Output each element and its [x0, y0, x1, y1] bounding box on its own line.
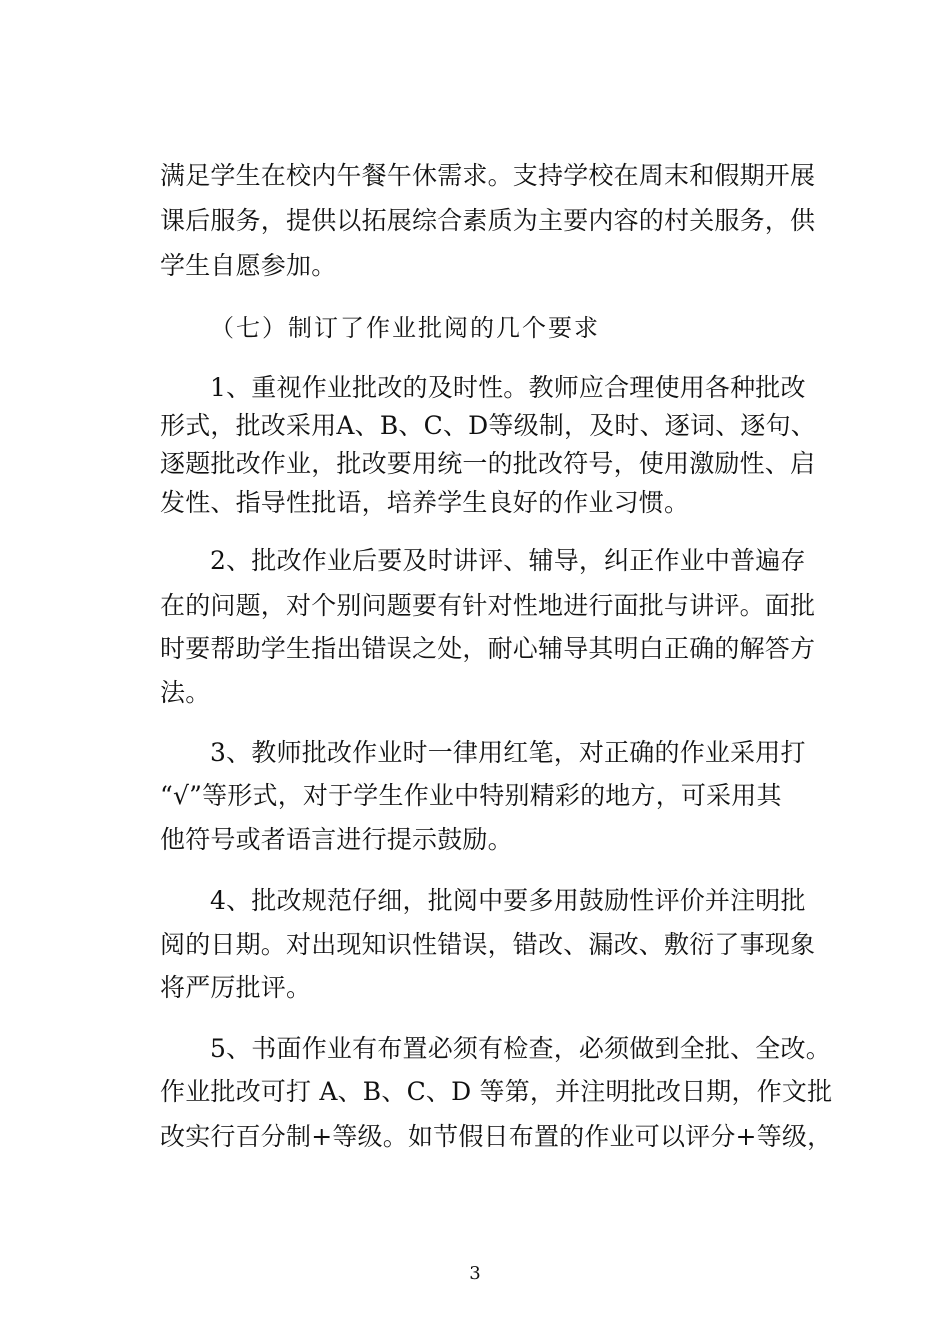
item-4-line-1: 4、批改规范仔细，批阅中要多用鼓励性评价并注明批	[210, 886, 806, 915]
page-number: 3	[469, 1263, 481, 1284]
item-2-line-1: 2、批改作业后要及时讲评、辅导，纠正作业中普遍存	[210, 546, 806, 575]
item-1-line-3: 逐题批改作业，批改要用统一的批改符号，使用激励性、启	[160, 449, 816, 478]
item-1-line-4: 发性、指导性批语，培养学生良好的作业习惯。	[160, 488, 690, 517]
item-2-line-4: 法。	[160, 678, 211, 707]
item-5-line-1: 5、书面作业有布置必须有检查，必须做到全批、全改。	[210, 1034, 831, 1063]
item-1-line-1: 1、重视作业批改的及时性。教师应合理使用各种批改	[210, 373, 806, 402]
item-2-line-3: 时要帮助学生指出错误之处，耐心辅导其明白正确的解答方	[160, 634, 816, 663]
item-4-line-3: 将严厉批评。	[160, 973, 312, 1002]
body-line-2: 课后服务，提供以拓展综合素质为主要内容的村关服务，供	[160, 206, 816, 235]
item-3-line-1: 3、教师批改作业时一律用红笔，对正确的作业采用打	[210, 738, 806, 767]
item-3-line-3: 他符号或者语言进行提示鼓励。	[160, 825, 513, 854]
item-4-line-2: 阅的日期。对出现知识性错误，错改、漏改、敷衍了事现象	[160, 930, 816, 959]
body-line-1: 满足学生在校内午餐午休需求。支持学校在周末和假期开展	[160, 161, 816, 190]
item-3-line-2: “√”等形式，对于学生作业中特别精彩的地方，可采用其	[160, 781, 782, 810]
item-2-line-2: 在的问题，对个别问题要有针对性地进行面批与讲评。面批	[160, 591, 816, 620]
body-line-3: 学生自愿参加。	[160, 251, 337, 280]
item-5-line-2: 作业批改可打 A、B、C、D 等第，并注明批改日期，作文批	[160, 1077, 833, 1106]
item-1-line-2: 形式，批改采用A、B、C、D等级制，及时、逐词、逐句、	[160, 411, 817, 440]
section-heading: （七）制订了作业批阅的几个要求	[210, 314, 600, 342]
item-5-line-3: 改实行百分制+等级。如节假日布置的作业可以评分+等级，	[160, 1122, 833, 1151]
